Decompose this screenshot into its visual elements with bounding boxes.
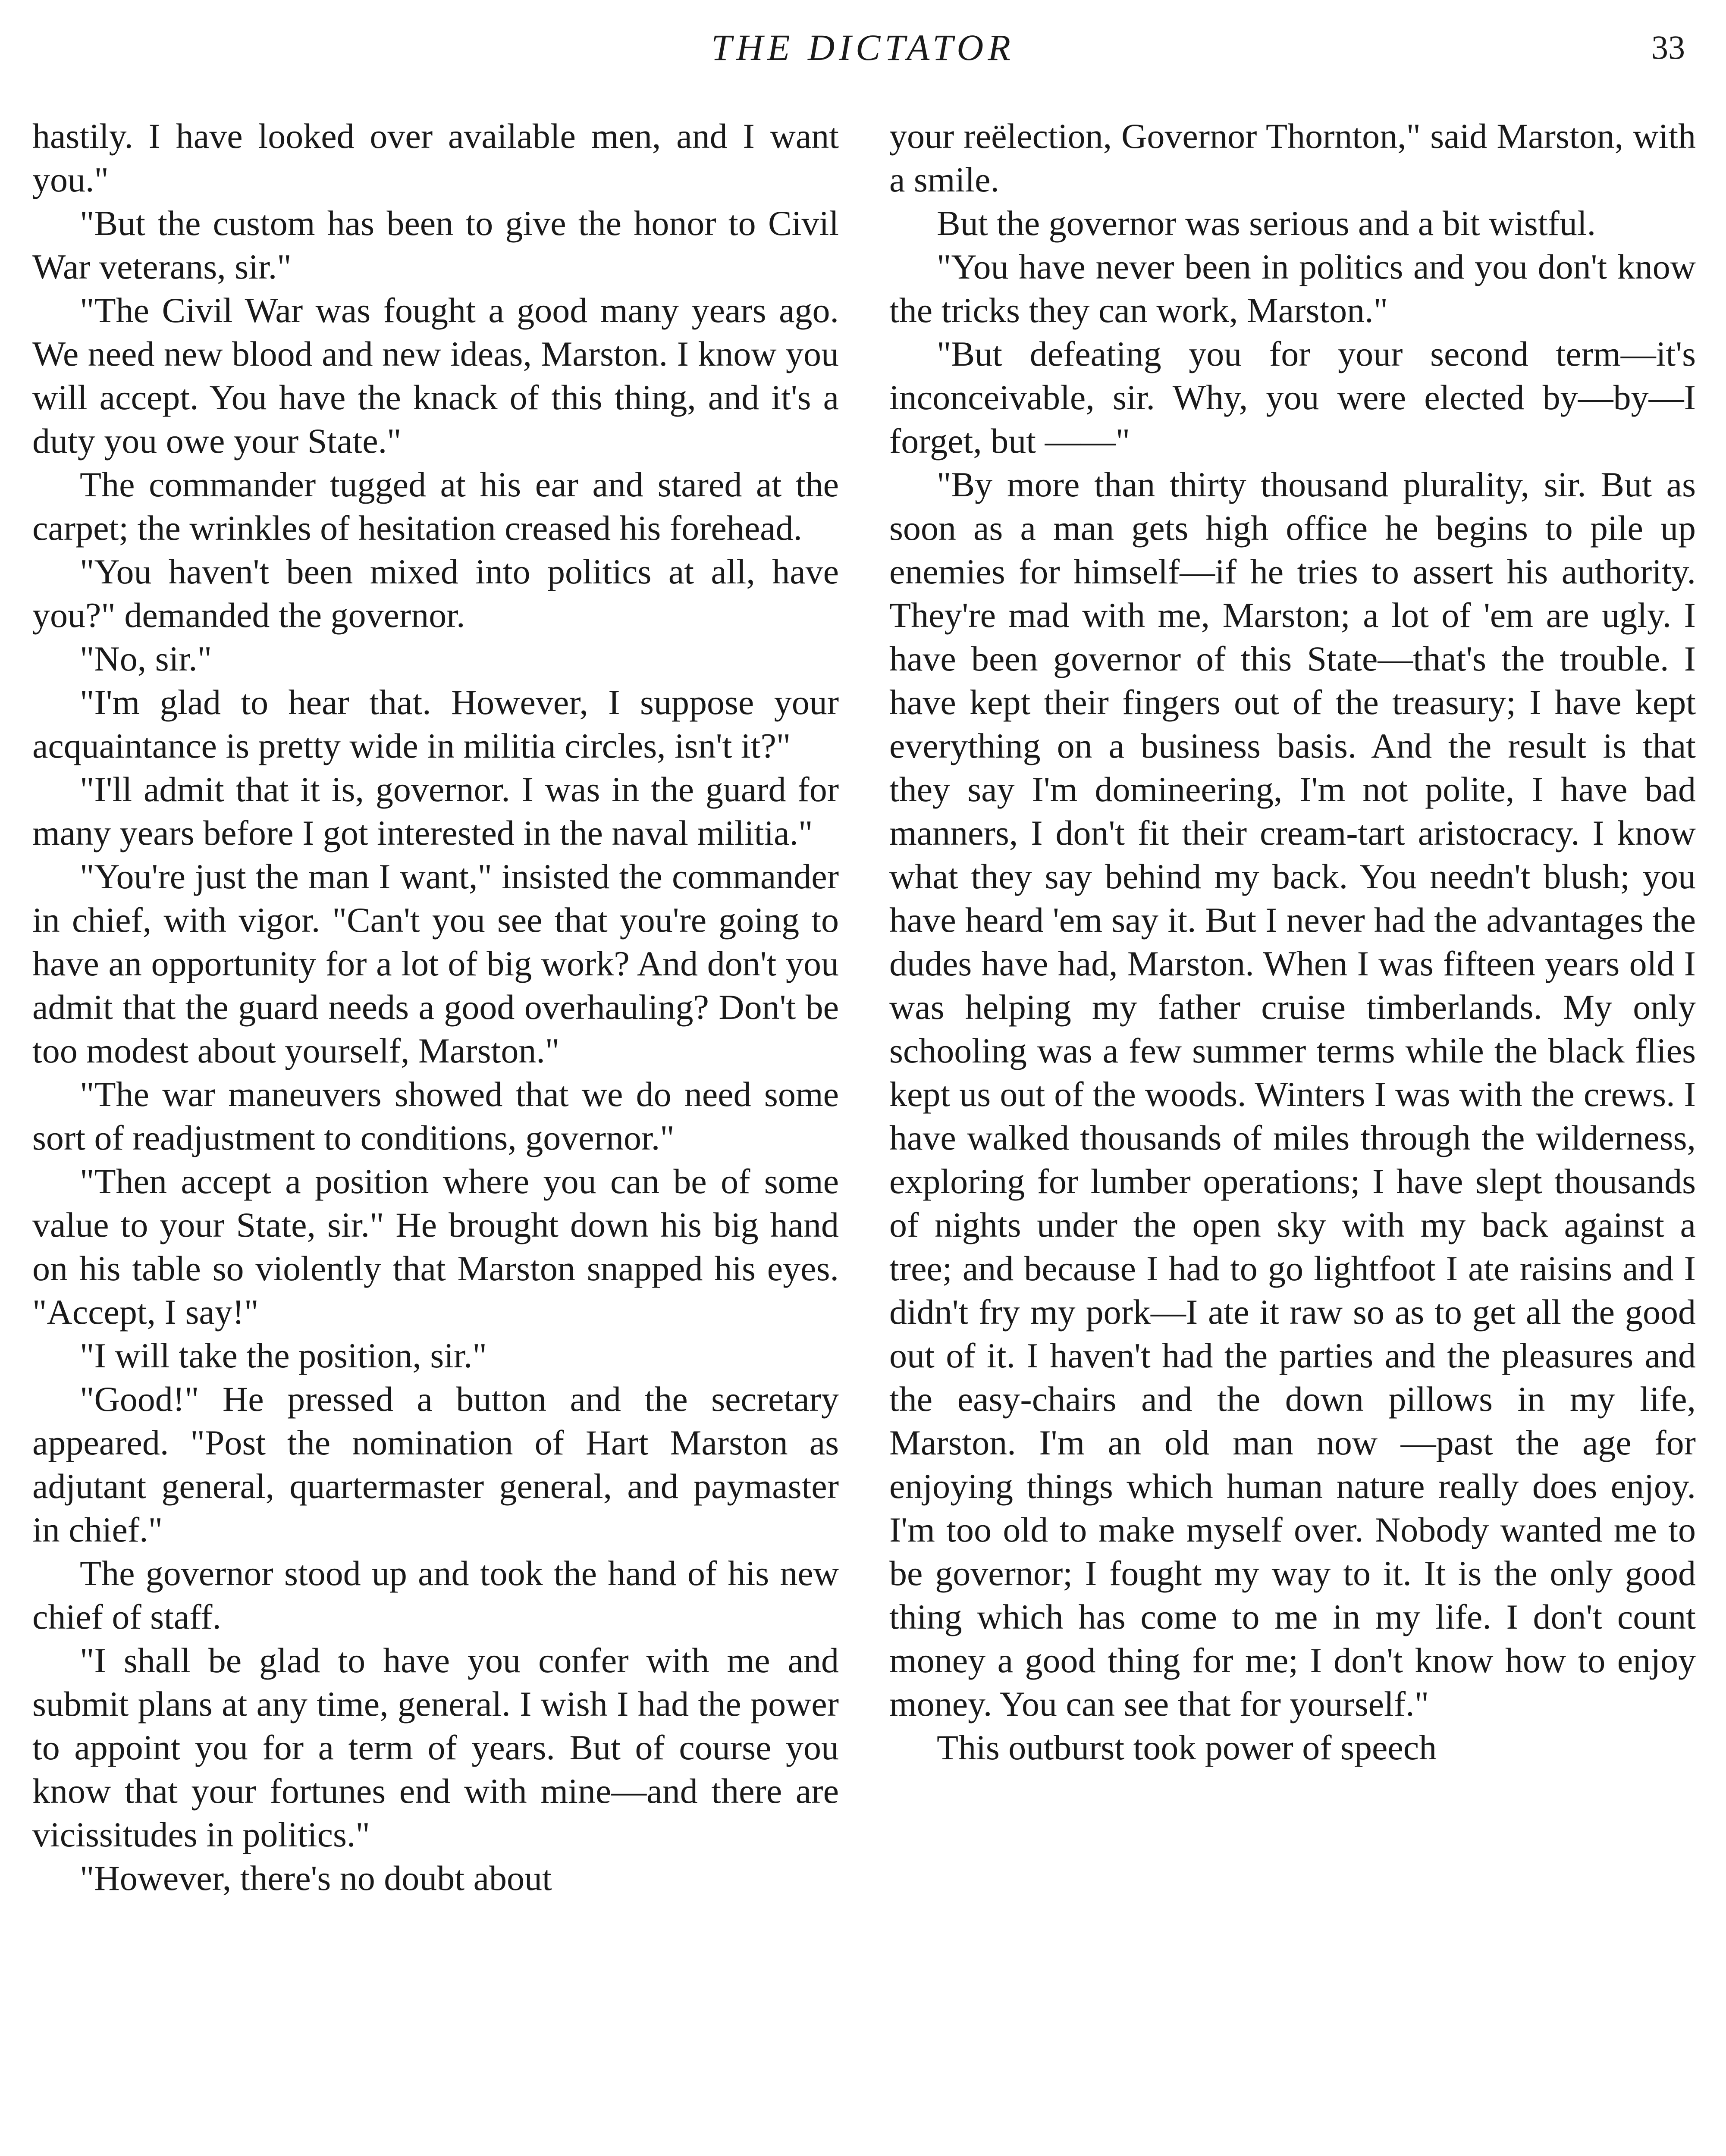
paragraph: The governor stood up and took the hand of his new chief of staff.: [32, 1554, 839, 1636]
paragraph: "I'm glad to hear that. However, I suppose your acquaintance is pretty wide in militia circles, isn't it?": [32, 683, 839, 765]
paragraph: your reëlection, Governor Thornton," said Marston, with a smile.: [889, 116, 1696, 199]
paragraph: "I will take the position, sir.": [80, 1336, 487, 1375]
page-number: 33: [1651, 28, 1685, 66]
paragraph: "You're just the man I want," insisted the commander in chief, with vigor. "Can't you see that you're going to have an opportunity for a lot of big work? And don't you admit that the guard needs a good overhauling? Don't be too modest about yourself, Marston.": [32, 857, 839, 1070]
paragraph: "I'll admit that it is, governor. I was in the guard for many years before I got interested in the naval militia.": [32, 770, 839, 852]
paragraph: The commander tugged at his ear and stared at the carpet; the wrinkles of hesitation creased his forehead.: [32, 465, 839, 548]
paragraph: "But the custom has been to give the honor to Civil War veterans, sir.": [32, 204, 839, 286]
paragraph: "The Civil War was fought a good many years ago. We need new blood and new ideas, Marston. I know you will accept. You have the knack of this thing, and it's a duty you owe your State.": [32, 291, 839, 461]
right-column: [889, 114, 1696, 1769]
paragraph: "You haven't been mixed into politics at all, have you?" demanded the governor.: [32, 552, 839, 635]
paragraph: "The war maneuvers showed that we do need some sort of readjustment to conditions, governor.": [32, 1075, 839, 1157]
page-header: [0, 24, 1726, 71]
running-title: THE DICTATOR: [711, 27, 1015, 68]
paragraph: "No, sir.": [80, 639, 212, 678]
paragraph: "By more than thirty thousand plurality, sir. But as soon as a man gets high office he begins to pile up enemies for himself—if he tries to assert his authority. They're mad with me, Marston; a lot of 'em are ugly. I have been governor of this State—that's the trouble. I have kept their fingers out of the treasury; I have kept everything on a business basis. And the result is that they say I'm domineering, I'm not polite, I have bad manners, I don't fit their cream-tart aristocracy. I know what they say behind my back. You needn't blush; you have heard 'em say it. But I never had the advantages the dudes have had, Marston. When I was fifteen years old I was helping my father cruise timberlands. My only schooling was a few summer terms while the black flies kept us out of the woods. Winters I was with the crews. I have walked thousands of miles through the wilderness, exploring for lumber operations; I have slept thousands of nights under the open sky with my back against a tree; and because I had to go lightfoot I ate raisins and I didn't fry my pork—I ate it raw so as to get all the good out of it. I haven't had the parties and the pleasures and the easy-chairs and the down pillows in my life, Marston. I'm an old man now —past the age for enjoying things which human nature really does enjoy. I'm too old to make myself over. Nobody wanted me to be governor; I fought my way to it. It is the only good thing which has come to me in my life. I don't count money a good thing for me; I don't know how to enjoy money. You can see that for yourself.": [889, 465, 1696, 1724]
paragraph: "But defeating you for your second term—it's inconceivable, sir. Why, you were elected by—by—I forget, but ——": [889, 334, 1696, 461]
paragraph: "Then accept a position where you can be of some value to your State, sir." He brought down his big hand on his table so violently that Marston snapped his eyes. "Accept, I say!": [32, 1162, 839, 1332]
left-column: [32, 114, 839, 1900]
paragraph: hastily. I have looked over available men, and I want you.": [32, 116, 839, 199]
paragraph: But the governor was serious and a bit wistful.: [937, 204, 1596, 243]
paragraph: This outburst took power of speech: [937, 1728, 1437, 1767]
paragraph: "I shall be glad to have you confer with me and submit plans at any time, general. I wish I had the power to appoint you for a term of years. But of course you know that your fortunes end with mine—and there are vicissitudes in politics.": [32, 1641, 839, 1854]
paragraph: "You have never been in politics and you don't know the tricks they can work, Marston.": [889, 247, 1696, 330]
paragraph: "However, there's no doubt about: [80, 1858, 552, 1898]
paragraph: "Good!" He pressed a button and the secretary appeared. "Post the nomination of Hart Marston as adjutant general, quartermaster general, and paymaster in chief.": [32, 1379, 839, 1549]
